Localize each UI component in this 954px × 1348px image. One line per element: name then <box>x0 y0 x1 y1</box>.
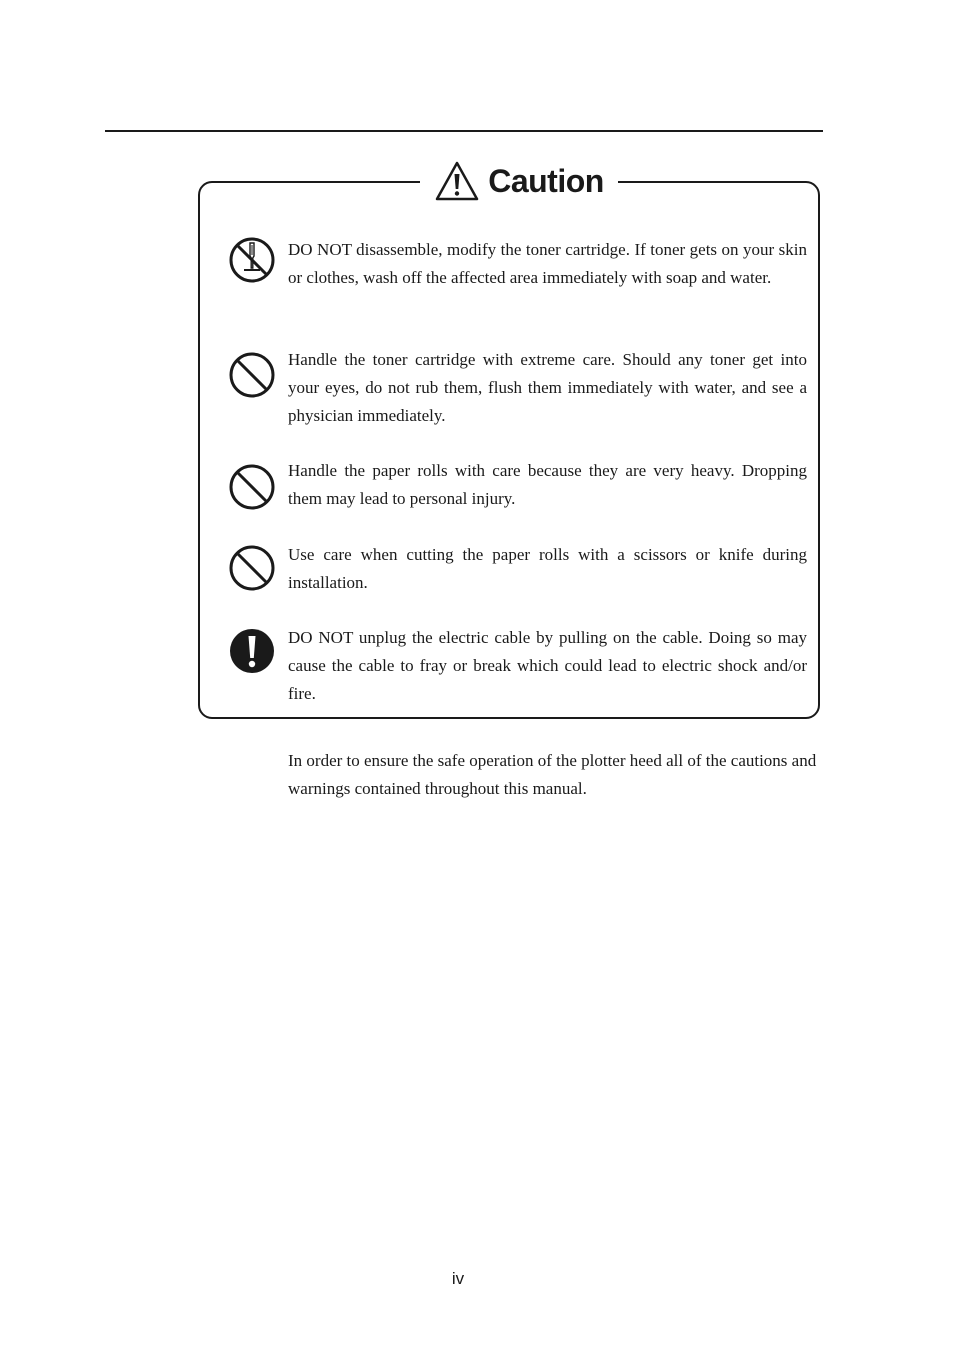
caution-heading <box>420 156 618 206</box>
caution-item-text: DO NOT disassemble, modify the toner cartridge. If toner gets on your skin or clothes, wash off the affected area immediately with soap and water. <box>288 240 807 287</box>
prohibited-icon <box>228 544 276 592</box>
caution-item-text: DO NOT unplug the electric cable by pulling on the cable. Doing so may cause the cable to fray or break which could lead to electric shock and/or fire. <box>288 628 807 703</box>
caution-item-text: Handle the toner cartridge with extreme care. Should any toner get into your eyes, do not rub them, flush them immediately with water, and see a physician immediately. <box>288 350 807 425</box>
caution-item-text: Use care when cutting the paper rolls with a scissors or knife during installation. <box>288 545 807 592</box>
caution-item-text: Handle the paper rolls with care because they are very heavy. Dropping them may lead to personal injury. <box>288 461 807 508</box>
top-rule <box>105 130 823 132</box>
no-disassembly-icon <box>228 236 276 284</box>
caution-title: Caution <box>488 162 604 199</box>
prohibited-icon <box>228 351 276 399</box>
safety-note: In order to ensure the safe operation of the plotter heed all of the cautions and warnings contained throughout this manual. <box>288 751 817 798</box>
page-number: iv <box>451 1269 465 1288</box>
prohibited-icon <box>228 463 276 511</box>
mandatory-action-icon <box>228 627 276 675</box>
warning-triangle-icon <box>434 160 480 202</box>
